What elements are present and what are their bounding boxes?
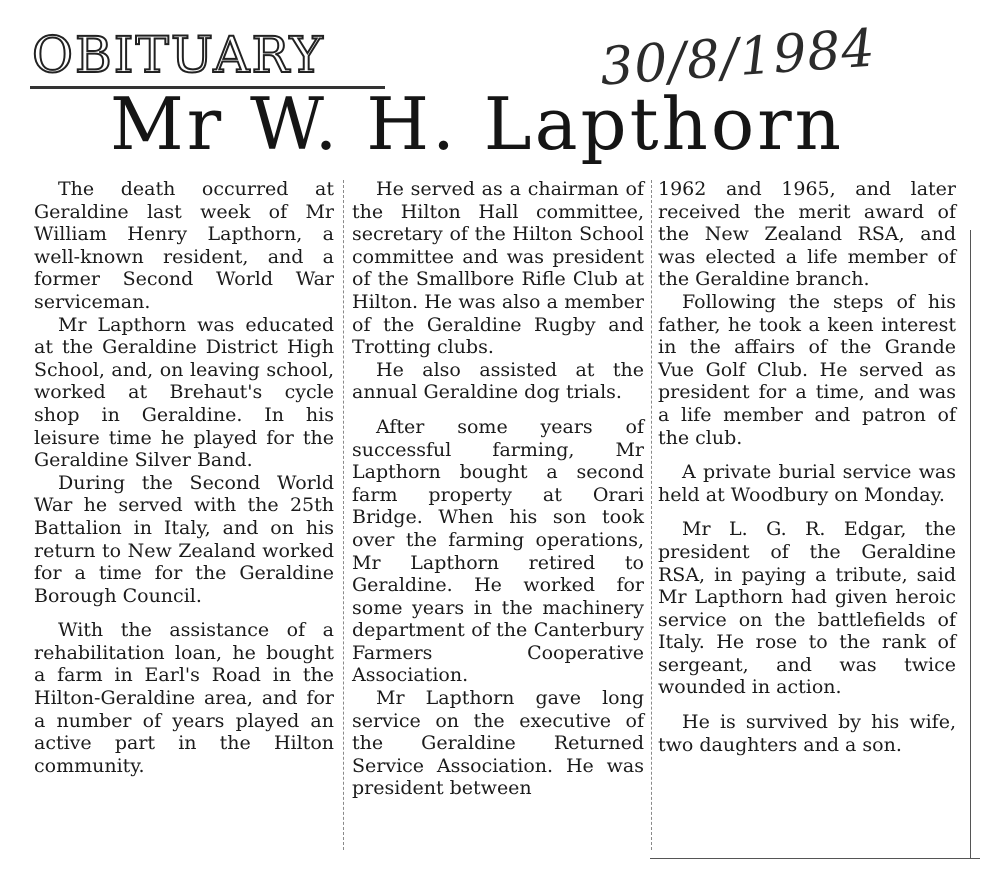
column-divider: [651, 180, 652, 850]
paragraph: With the assistance of a rehabilitation loan, he bought a farm in Earl's Road in the Hilton-Geraldine area, and for a number of years played an active part in the Hilton community.: [34, 619, 334, 777]
column-divider: [343, 180, 344, 850]
paragraph: Following the steps of his father, he took a keen interest in the affairs of the Grande Vue Golf Club. He served as president for a time, and was a life member and patron of the club.: [658, 290, 956, 449]
section-title: OBITUARY: [32, 26, 325, 84]
paragraph: Mr L. G. R. Edgar, the president of the Geraldine RSA, in paying a tribute, said Mr Lapthorn had given heroic service on the battlefields of Italy. He rose to the rank of sergeant, and was twice wounded in action.: [658, 518, 956, 699]
clipping-edge-right: [970, 230, 971, 858]
paragraph: Mr Lapthorn was educated at the Geraldine District High School, and, on leaving school, worked at Brehaut's cycle shop in Geraldine. In his leisure time he played for the Geraldine Silver Band.: [34, 313, 334, 472]
paragraph: After some years of successful farming, Mr Lapthorn bought a second farm property at Orari Bridge. When his son took over the farming operations, Mr Lapthorn retired to Geraldine. He worked for some years in the machinery department of the Canterbury Farmers Cooperative Association.: [352, 415, 644, 687]
column-2: [352, 178, 644, 800]
paragraph: The death occurred at Geraldine last week of Mr William Henry Lapthorn, a well-known resident, and a former Second World War serviceman.: [34, 178, 334, 313]
paragraph: He is survived by his wife, two daughters and a son.: [658, 711, 956, 756]
paragraph: He served as a chairman of the Hilton Hall committee, secretary of the Hilton School committee and was president of the Smallbore Rifle Club at Hilton. He was also a member of the Geraldine Rugby and Trotting clubs.: [352, 178, 644, 359]
column-1: [34, 178, 334, 777]
handwritten-date: 30/8/1984: [598, 18, 878, 98]
paragraph: Mr Lapthorn gave long service on the executive of the Geraldine Returned Service Association. He was president between: [352, 687, 644, 800]
paragraph: He also assisted at the annual Geraldine dog trials.: [352, 358, 644, 404]
column-3: [658, 178, 956, 756]
paragraph: During the Second World War he served with the 25th Battalion in Italy, and on his return to New Zealand worked for a time for the Geraldine Borough Council.: [34, 471, 334, 607]
paragraph: 1962 and 1965, and later received the merit award of the New Zealand RSA, and was elected a life member of the Geraldine branch.: [658, 178, 956, 291]
paragraph: A private burial service was held at Woodbury on Monday.: [658, 461, 956, 506]
clipping-edge-bottom: [650, 858, 980, 859]
headline: Mr W. H. Lapthorn: [110, 82, 845, 166]
